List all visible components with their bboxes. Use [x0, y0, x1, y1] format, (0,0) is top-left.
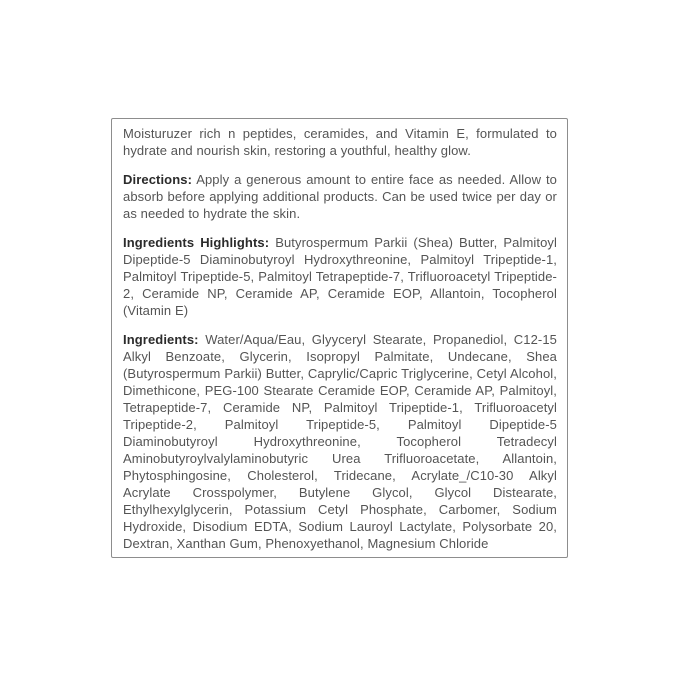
description-paragraph — [123, 125, 557, 159]
ingredients-label: Ingredients: — [123, 332, 199, 347]
ingredients-highlights-label: Ingredients Highlights: — [123, 235, 270, 250]
directions-label: Directions: — [123, 172, 193, 187]
ingredients-text: Water/Aqua/Eau, Glyyceryl Stearate, Propanediol, C12-15 Alkyl Benzoate, Glycerin, Isopropyl Palmitate, Undecane, Shea (Butyrospermum Parkii) Butter, Caprylic/Capric Triglycerine, Cetyl Alcohol, Dimethicone, PEG-100 Stearate Ceramide EOP, Ceramide AP, Palmitoyl, Tetrapeptide-7, Ceramide NP, Palmitoyl Tripeptide-1, Trifluoroacetyl Tripeptide-2, Palmitoyl Tripeptide-5, Palmitoyl Dipeptide-5 Diaminobutyroyl Hydroxythreonine, Tocopherol Tetradecyl Aminobutyroylvalylaminobutyric Urea Trifluoroacetate, Allantoin, Phytosphingosine, Cholesterol, Tridecane, Acrylate_/C10-30 Alkyl Acrylate Crosspolymer, Butylene Glycol, Glycol Distearate, Ethylhexylglycerin, Potassium Cetyl Phosphate, Carbomer, Sodium Hydroxide, Disodium EDTA, Sodium Lauroyl Lactylate, Polysorbate 20, Dextran, Xanthan Gum, Phenoxyethanol, Magnesium Chloride — [123, 332, 557, 551]
product-info-panel — [111, 118, 568, 558]
description-text: Moisturuzer rich n peptides, ceramides, and Vitamin E, formulated to hydrate and nourish skin, restoring a youthful, healthy glow. — [123, 126, 557, 158]
ingredients-paragraph — [123, 331, 557, 552]
ingredients-highlights-text: Butyrospermum Parkii (Shea) Butter, Palmitoyl Dipeptide-5 Diaminobutyroyl Hydroxythreonine, Palmitoyl Tripeptide-1, Palmitoyl Tripeptide-5, Palmitoyl Tetrapeptide-7, Trifluoroacetyl Tripeptide-2, Ceramide NP, Ceramide AP, Ceramide EOP, Allantoin, Tocopherol (Vitamin E) — [123, 235, 557, 318]
directions-text: Apply a generous amount to entire face as needed. Allow to absorb before applying additional products. Can be used twice per day or as needed to hydrate the skin. — [123, 172, 557, 221]
ingredients-highlights-paragraph — [123, 234, 557, 319]
directions-paragraph — [123, 171, 557, 222]
